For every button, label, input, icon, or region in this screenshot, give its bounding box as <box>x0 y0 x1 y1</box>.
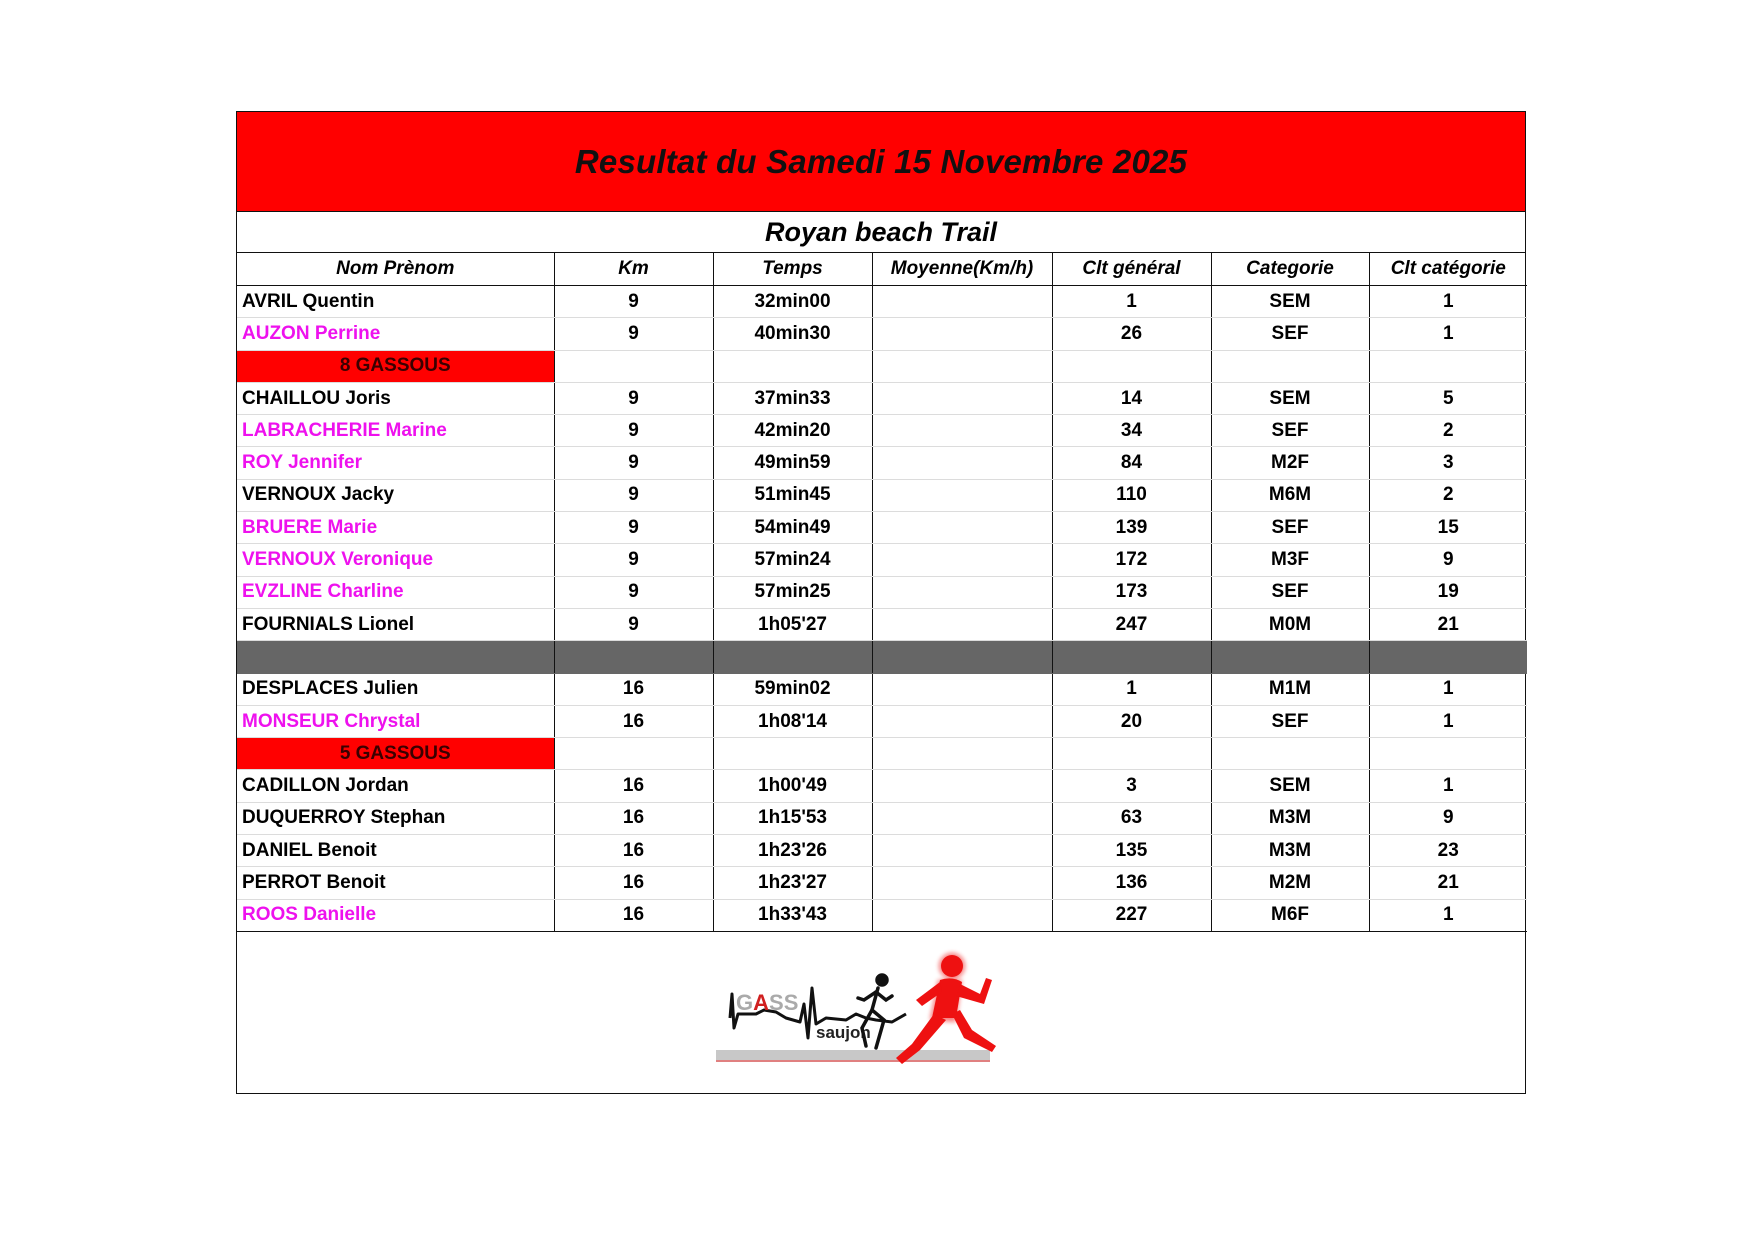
empty-cell <box>1052 738 1211 770</box>
separator-cell <box>872 641 1052 673</box>
race-time: 1h15'53 <box>713 802 872 834</box>
table-row <box>237 802 1527 834</box>
race-time: 57min25 <box>713 576 872 608</box>
race-time: 1h33'43 <box>713 899 872 931</box>
logo-text-saujon: saujon <box>816 1023 871 1043</box>
race-name: Royan beach Trail <box>764 216 998 247</box>
distance-km: 16 <box>554 705 713 737</box>
average-speed <box>872 318 1052 350</box>
empty-cell <box>872 738 1052 770</box>
category: M0M <box>1211 608 1369 640</box>
runner-name: AUZON Perrine <box>237 318 554 350</box>
category-rank: 15 <box>1369 512 1527 544</box>
group-count-label: 8 GASSOUS <box>237 350 554 382</box>
overall-rank: 14 <box>1052 382 1211 414</box>
table-row <box>237 447 1527 479</box>
category-rank: 23 <box>1369 835 1527 867</box>
race-time: 1h23'27 <box>713 867 872 899</box>
distance-km: 9 <box>554 286 713 318</box>
race-time: 59min02 <box>713 673 872 705</box>
category: M1M <box>1211 673 1369 705</box>
logo-area <box>237 932 1525 1093</box>
category: SEM <box>1211 382 1369 414</box>
overall-rank: 247 <box>1052 608 1211 640</box>
distance-km: 9 <box>554 318 713 350</box>
race-time: 49min59 <box>713 447 872 479</box>
distance-km: 9 <box>554 576 713 608</box>
table-row <box>237 705 1527 737</box>
race-time: 1h00'49 <box>713 770 872 802</box>
category: M2M <box>1211 867 1369 899</box>
race-time: 54min49 <box>713 512 872 544</box>
runner-name: DANIEL Benoit <box>237 835 554 867</box>
runner-name: ROY Jennifer <box>237 447 554 479</box>
runner-name: VERNOUX Veronique <box>237 544 554 576</box>
black-runner-icon <box>858 975 892 1048</box>
col-header-name: Nom Prènom <box>237 253 554 286</box>
category-rank: 9 <box>1369 544 1527 576</box>
category-rank: 21 <box>1369 867 1527 899</box>
average-speed <box>872 415 1052 447</box>
table-row <box>237 867 1527 899</box>
table-row <box>237 770 1527 802</box>
average-speed <box>872 512 1052 544</box>
red-runner-icon <box>896 955 996 1064</box>
overall-rank: 84 <box>1052 447 1211 479</box>
results-sheet <box>236 111 1526 1094</box>
category: M6F <box>1211 899 1369 931</box>
table-row <box>237 544 1527 576</box>
category-rank: 1 <box>1369 899 1527 931</box>
col-header-km: Km <box>554 253 713 286</box>
average-speed <box>872 770 1052 802</box>
col-header-clt-general: Clt général <box>1052 253 1211 286</box>
title-banner <box>237 112 1525 212</box>
overall-rank: 136 <box>1052 867 1211 899</box>
category: M3F <box>1211 544 1369 576</box>
category: SEF <box>1211 415 1369 447</box>
category: M3M <box>1211 802 1369 834</box>
runner-name: VERNOUX Jacky <box>237 479 554 511</box>
overall-rank: 1 <box>1052 673 1211 705</box>
overall-rank: 172 <box>1052 544 1211 576</box>
overall-rank: 20 <box>1052 705 1211 737</box>
runner-name: DUQUERROY Stephan <box>237 802 554 834</box>
category: SEF <box>1211 705 1369 737</box>
runner-name: ROOS Danielle <box>237 899 554 931</box>
runner-name: BRUERE Marie <box>237 512 554 544</box>
overall-rank: 26 <box>1052 318 1211 350</box>
results-table <box>237 253 1527 932</box>
empty-cell <box>872 350 1052 382</box>
header-row <box>237 253 1527 286</box>
results-body <box>237 286 1527 932</box>
col-header-clt-categorie: Clt catégorie <box>1369 253 1527 286</box>
table-row <box>237 415 1527 447</box>
average-speed <box>872 673 1052 705</box>
category-rank: 1 <box>1369 673 1527 705</box>
average-speed <box>872 576 1052 608</box>
average-speed <box>872 867 1052 899</box>
empty-cell <box>1211 738 1369 770</box>
col-header-categorie: Categorie <box>1211 253 1369 286</box>
table-row <box>237 673 1527 705</box>
race-time: 57min24 <box>713 544 872 576</box>
overall-rank: 227 <box>1052 899 1211 931</box>
empty-cell <box>1052 350 1211 382</box>
col-header-moyenne: Moyenne(Km/h) <box>872 253 1052 286</box>
table-row <box>237 318 1527 350</box>
group-count-row <box>237 350 1527 382</box>
distance-km: 16 <box>554 835 713 867</box>
overall-rank: 3 <box>1052 770 1211 802</box>
group-count-row <box>237 738 1527 770</box>
table-row <box>237 576 1527 608</box>
gass-saujon-runner-logo-icon <box>716 948 1026 1076</box>
category: SEF <box>1211 318 1369 350</box>
category: M6M <box>1211 479 1369 511</box>
category: SEF <box>1211 576 1369 608</box>
separator-cell <box>237 641 554 673</box>
average-speed <box>872 544 1052 576</box>
table-row <box>237 382 1527 414</box>
category-rank: 5 <box>1369 382 1527 414</box>
average-speed <box>872 382 1052 414</box>
category-rank: 1 <box>1369 318 1527 350</box>
category-rank: 1 <box>1369 705 1527 737</box>
empty-cell <box>1211 350 1369 382</box>
overall-rank: 1 <box>1052 286 1211 318</box>
runner-name: MONSEUR Chrystal <box>237 705 554 737</box>
race-time: 1h05'27 <box>713 608 872 640</box>
average-speed <box>872 835 1052 867</box>
overall-rank: 63 <box>1052 802 1211 834</box>
overall-rank: 110 <box>1052 479 1211 511</box>
average-speed <box>872 705 1052 737</box>
race-time: 1h08'14 <box>713 705 872 737</box>
category-rank: 2 <box>1369 479 1527 511</box>
category: SEM <box>1211 770 1369 802</box>
empty-cell <box>713 350 872 382</box>
table-row <box>237 835 1527 867</box>
empty-cell <box>554 350 713 382</box>
average-speed <box>872 479 1052 511</box>
category-rank: 1 <box>1369 286 1527 318</box>
category: SEF <box>1211 512 1369 544</box>
distance-km: 9 <box>554 415 713 447</box>
distance-km: 9 <box>554 447 713 479</box>
average-speed <box>872 802 1052 834</box>
table-row <box>237 512 1527 544</box>
distance-km: 16 <box>554 673 713 705</box>
separator-cell <box>554 641 713 673</box>
race-name-row <box>237 212 1525 253</box>
runner-name: EVZLINE Charline <box>237 576 554 608</box>
distance-km: 16 <box>554 867 713 899</box>
race-time: 40min30 <box>713 318 872 350</box>
group-count-label: 5 GASSOUS <box>237 738 554 770</box>
category-rank: 3 <box>1369 447 1527 479</box>
col-header-temps: Temps <box>713 253 872 286</box>
race-time: 1h23'26 <box>713 835 872 867</box>
separator-cell <box>1369 641 1527 673</box>
runner-name: DESPLACES Julien <box>237 673 554 705</box>
category-rank: 2 <box>1369 415 1527 447</box>
separator-cell <box>713 641 872 673</box>
separator-cell <box>1052 641 1211 673</box>
race-time: 51min45 <box>713 479 872 511</box>
distance-km: 16 <box>554 770 713 802</box>
distance-km: 9 <box>554 512 713 544</box>
average-speed <box>872 899 1052 931</box>
category: SEM <box>1211 286 1369 318</box>
runner-name: FOURNIALS Lionel <box>237 608 554 640</box>
empty-cell <box>1369 738 1527 770</box>
table-row <box>237 286 1527 318</box>
category-rank: 19 <box>1369 576 1527 608</box>
table-row <box>237 608 1527 640</box>
overall-rank: 139 <box>1052 512 1211 544</box>
empty-cell <box>1369 350 1527 382</box>
distance-km: 9 <box>554 382 713 414</box>
category-rank: 1 <box>1369 770 1527 802</box>
race-time: 42min20 <box>713 415 872 447</box>
separator-cell <box>1211 641 1369 673</box>
race-time: 37min33 <box>713 382 872 414</box>
category: M3M <box>1211 835 1369 867</box>
logo-text-gass: GASS <box>736 990 799 1016</box>
distance-km: 9 <box>554 544 713 576</box>
distance-km: 9 <box>554 479 713 511</box>
table-row <box>237 899 1527 931</box>
runner-name: PERROT Benoit <box>237 867 554 899</box>
average-speed <box>872 447 1052 479</box>
distance-km: 9 <box>554 608 713 640</box>
empty-cell <box>554 738 713 770</box>
average-speed <box>872 286 1052 318</box>
empty-cell <box>713 738 872 770</box>
race-time: 32min00 <box>713 286 872 318</box>
overall-rank: 34 <box>1052 415 1211 447</box>
category-rank: 9 <box>1369 802 1527 834</box>
category-rank: 21 <box>1369 608 1527 640</box>
runner-name: AVRIL Quentin <box>237 286 554 318</box>
distance-separator-row <box>237 641 1527 673</box>
runner-name: CADILLON Jordan <box>237 770 554 802</box>
table-row <box>237 479 1527 511</box>
distance-km: 16 <box>554 899 713 931</box>
overall-rank: 135 <box>1052 835 1211 867</box>
page-title: Resultat du Samedi 15 Novembre 2025 <box>574 142 1188 180</box>
runner-name: CHAILLOU Joris <box>237 382 554 414</box>
average-speed <box>872 608 1052 640</box>
runner-name: LABRACHERIE Marine <box>237 415 554 447</box>
overall-rank: 173 <box>1052 576 1211 608</box>
distance-km: 16 <box>554 802 713 834</box>
category: M2F <box>1211 447 1369 479</box>
logo-track-line <box>716 1060 990 1062</box>
